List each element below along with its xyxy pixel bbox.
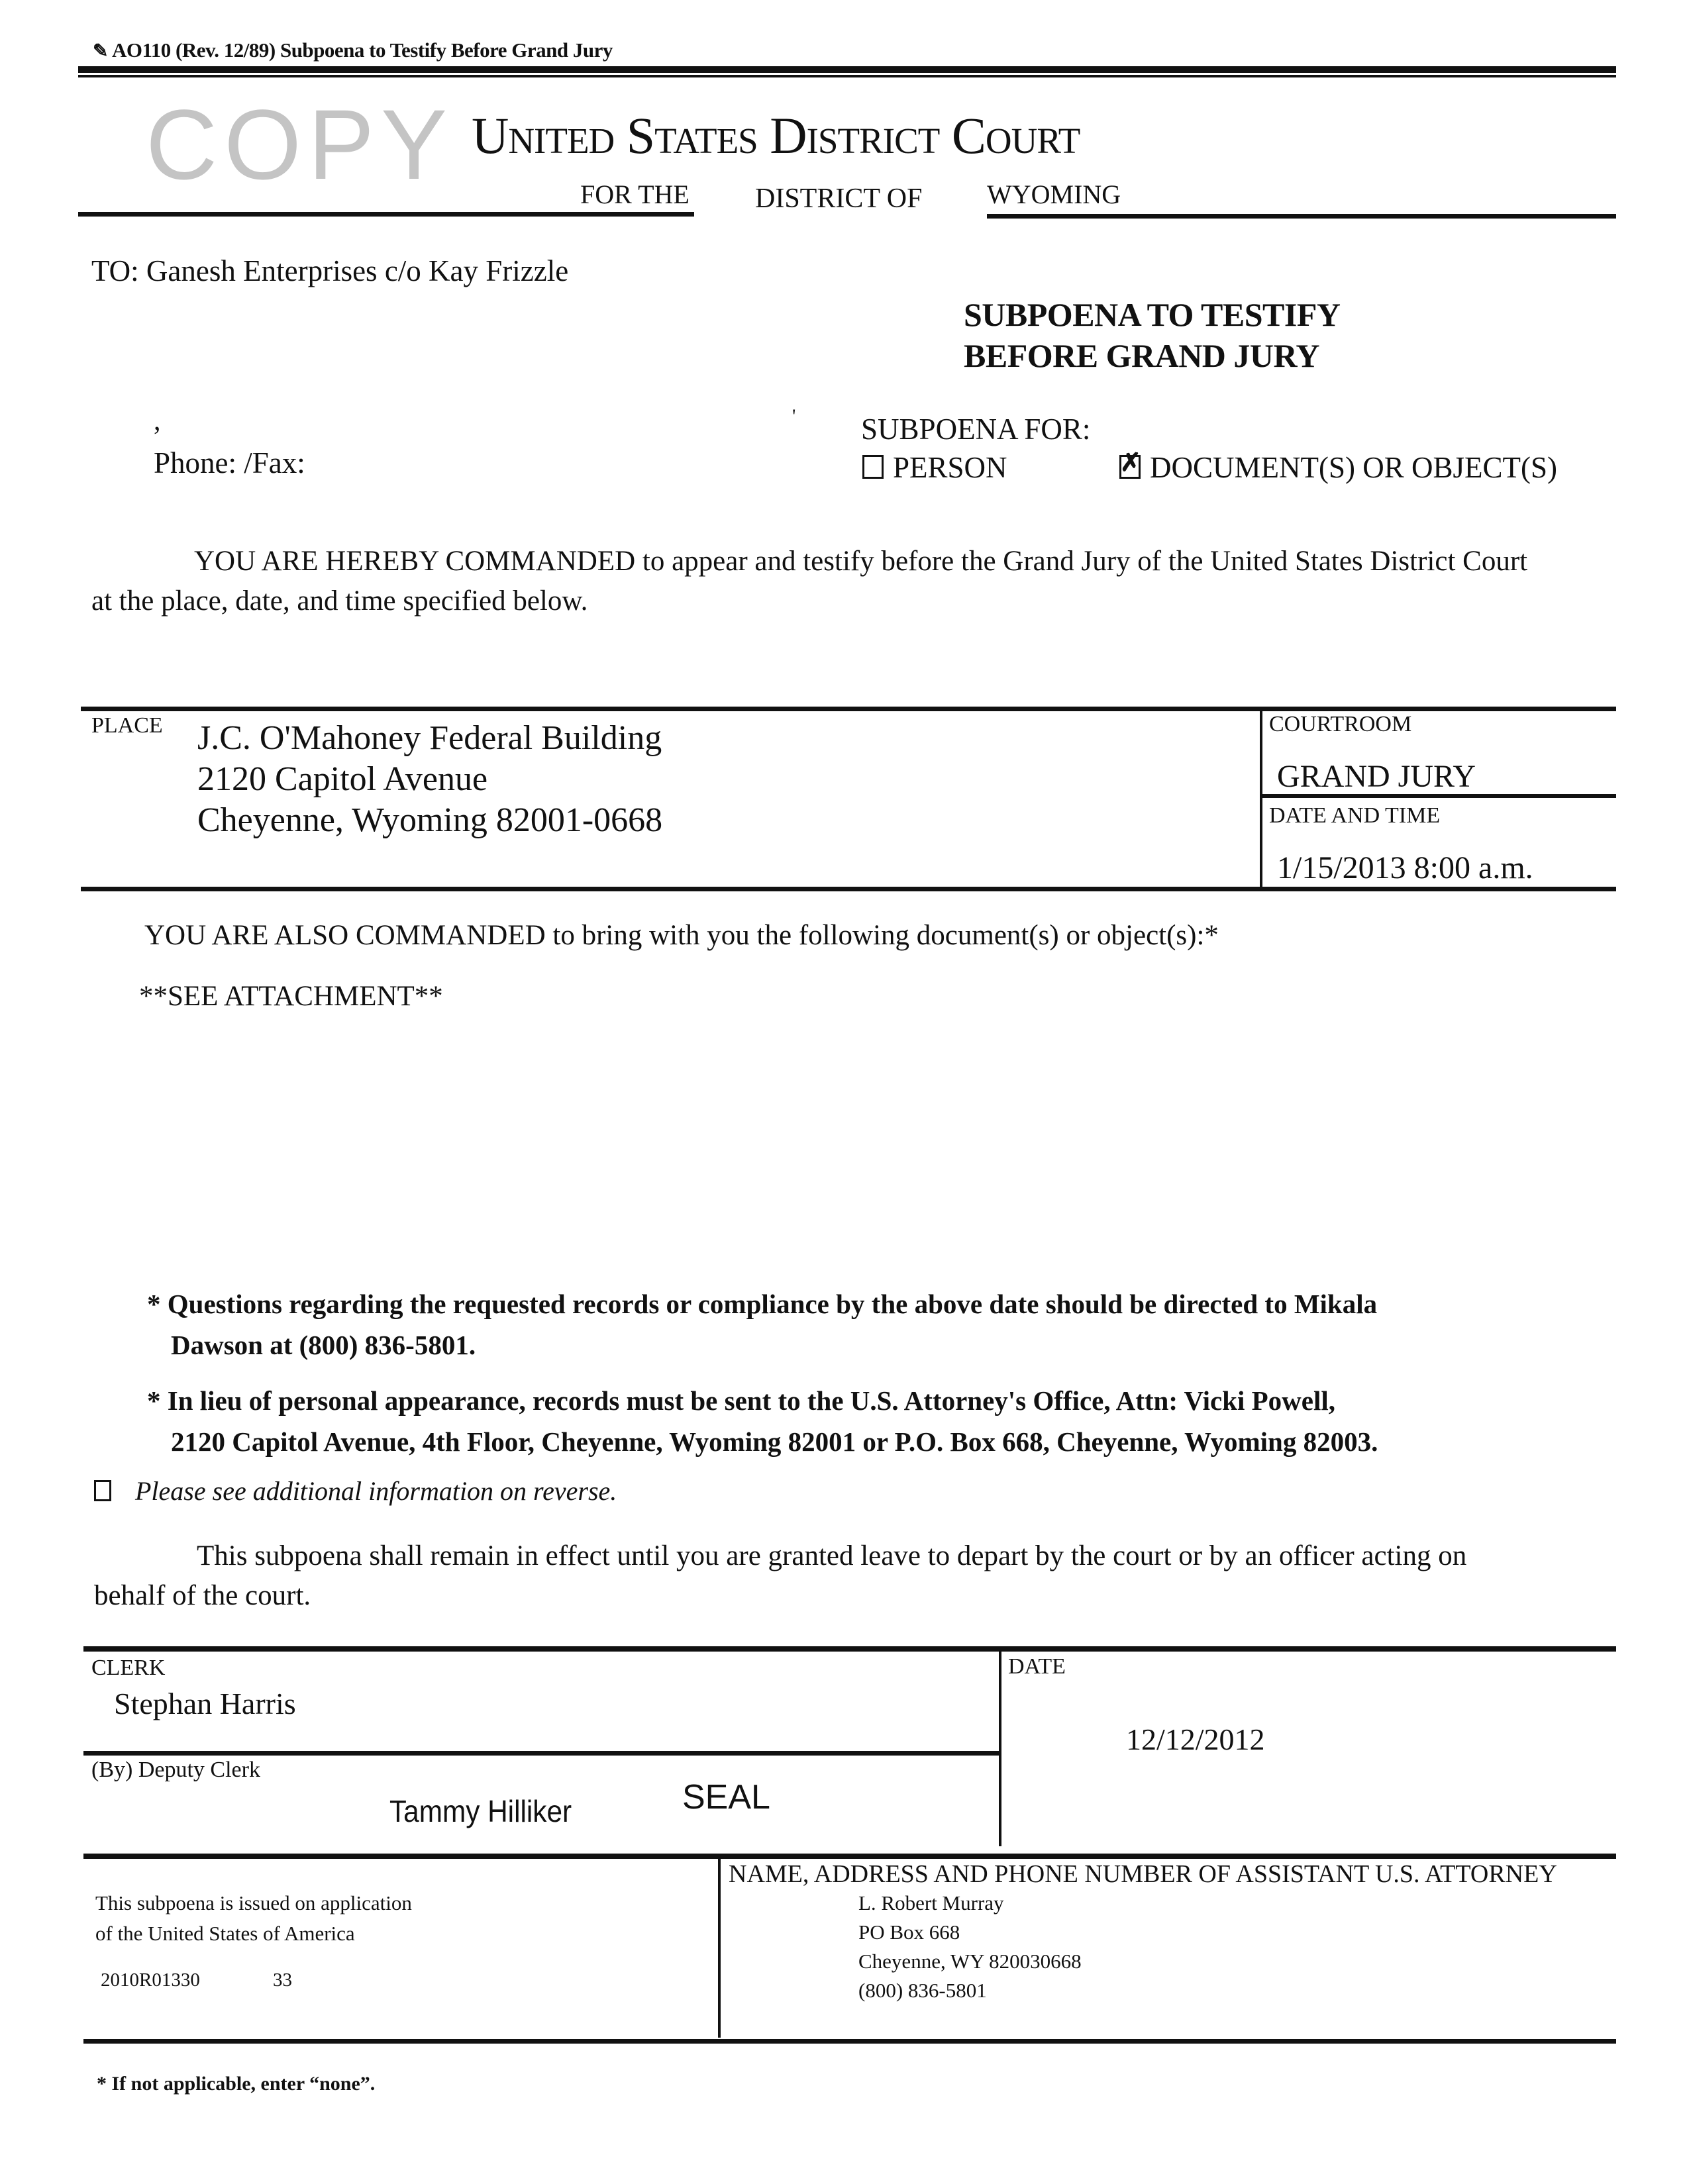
reverse-info[interactable] xyxy=(94,1475,617,1507)
effect-line2: behalf of the court. xyxy=(94,1580,311,1611)
effect-paragraph xyxy=(94,1536,1466,1616)
place-line-3: Cheyenne, Wyoming 82001-0668 xyxy=(197,801,663,839)
recipient-address-comma: , xyxy=(154,406,161,436)
header-top-rule-thin xyxy=(78,75,1616,77)
attorney-top-rule xyxy=(83,1854,1616,1859)
issue-date: 12/12/2012 xyxy=(1126,1722,1265,1756)
recipient-phone-fax: Phone: /Fax: xyxy=(154,446,305,479)
questions-line1: * Questions regarding the requested records or compliance by the above date should be directed to Mikala xyxy=(147,1289,1378,1319)
see-attachment: **SEE ATTACHMENT** xyxy=(139,981,443,1012)
command-line2: at the place, date, and time specified below. xyxy=(91,585,588,617)
deputy-rule xyxy=(83,1751,1000,1756)
recipient-to: TO: Ganesh Enterprises c/o Kay Frizzle xyxy=(91,254,569,287)
pen-icon: ✎ xyxy=(93,41,108,62)
form-id-line xyxy=(93,38,613,62)
reverse-info-label: Please see additional information on reverse. xyxy=(135,1476,617,1506)
option-person-label: PERSON xyxy=(893,451,1007,484)
option-documents[interactable] xyxy=(1119,450,1557,485)
attorney-divider xyxy=(718,1858,721,2038)
attorney-phone: (800) 836-5801 xyxy=(858,1979,987,2002)
attorney-address2: Cheyenne, WY 820030668 xyxy=(858,1950,1082,1973)
header-bottom-rule-left xyxy=(78,212,694,217)
option-person[interactable] xyxy=(862,450,1007,485)
clerk-label: CLERK xyxy=(91,1656,166,1680)
footnote: * If not applicable, enter “none”. xyxy=(97,2073,376,2095)
seal-stamp: SEAL xyxy=(682,1778,770,1816)
in-lieu-line2: 2120 Capitol Avenue, 4th Floor, Cheyenne, Wyoming 82001 or P.O. Box 668, Cheyenne, Wyoming 82003. xyxy=(171,1426,1378,1457)
place-line-2: 2120 Capitol Avenue xyxy=(197,760,488,798)
command-paragraph xyxy=(91,542,1527,621)
datetime-label: DATE AND TIME xyxy=(1269,803,1441,828)
person-checkbox[interactable] xyxy=(862,455,884,479)
questions-line2: Dawson at (800) 836-5801. xyxy=(171,1330,476,1360)
stray-mark: ' xyxy=(792,405,796,427)
subpoena-title-line1: SUBPOENA TO TESTIFY xyxy=(964,296,1341,333)
in-lieu-note xyxy=(147,1380,1378,1462)
district-of-label: DISTRICT OF xyxy=(755,183,923,214)
date-label: DATE xyxy=(1008,1654,1066,1679)
subpoena-for-label: SUBPOENA FOR: xyxy=(861,413,1091,446)
also-command: YOU ARE ALSO COMMANDED to bring with you the following document(s) or object(s):* xyxy=(144,920,1219,951)
attorney-name: L. Robert Murray xyxy=(858,1891,1004,1914)
courtroom-value: GRAND JURY xyxy=(1277,759,1476,794)
district-name: WYOMING xyxy=(987,179,1121,209)
effect-line1: This subpoena shall remain in effect until you are granted leave to depart by the court or by an officer acting on xyxy=(197,1540,1467,1571)
for-the-label: FOR THE xyxy=(580,179,690,209)
case-suffix: 33 xyxy=(273,1969,292,1991)
place-divider xyxy=(1260,710,1262,889)
datetime-value: 1/15/2013 8:00 a.m. xyxy=(1277,850,1533,885)
option-documents-label: DOCUMENT(S) OR OBJECT(S) xyxy=(1150,451,1558,484)
command-line1: YOU ARE HEREBY COMMANDED to appear and testify before the Grand Jury of the United States District Court xyxy=(194,546,1528,577)
issuance-line1: This subpoena is issued on application xyxy=(95,1891,412,1914)
place-top-rule xyxy=(81,707,1616,711)
header-top-rule xyxy=(78,66,1616,73)
subpoena-title-line2: BEFORE GRAND JURY xyxy=(964,337,1319,374)
header-bottom-rule-right xyxy=(987,214,1616,219)
attorney-address1: PO Box 668 xyxy=(858,1920,960,1944)
clerk-name: Stephan Harris xyxy=(114,1687,296,1720)
issuance-line2: of the United States of America xyxy=(95,1922,355,1945)
documents-checkbox[interactable] xyxy=(1119,455,1141,479)
place-line-1: J.C. O'Mahoney Federal Building xyxy=(197,719,662,757)
attorney-bottom-rule xyxy=(83,2039,1616,2044)
clerk-date-divider xyxy=(999,1650,1001,1846)
reverse-checkbox[interactable] xyxy=(94,1480,111,1501)
copy-watermark: COPY xyxy=(146,89,454,200)
case-number: 2010R01330 xyxy=(101,1969,200,1991)
in-lieu-line1: * In lieu of personal appearance, records must be sent to the U.S. Attorney's Office, Attn: Vicki Powell, xyxy=(147,1385,1335,1416)
courtroom-label: COURTROOM xyxy=(1269,712,1412,736)
questions-note xyxy=(147,1283,1377,1365)
deputy-clerk-name: Tammy Hilliker xyxy=(389,1794,572,1828)
place-label: PLACE xyxy=(91,713,163,738)
form-id-text: AO110 (Rev. 12/89) Subpoena to Testify Before Grand Jury xyxy=(111,38,613,62)
court-title: United States District Court xyxy=(472,107,1080,164)
attorney-heading: NAME, ADDRESS AND PHONE NUMBER OF ASSISTANT U.S. ATTORNEY xyxy=(729,1860,1557,1888)
clerk-top-rule xyxy=(83,1646,1616,1652)
place-bottom-rule xyxy=(81,887,1616,891)
deputy-clerk-label: (By) Deputy Clerk xyxy=(91,1758,260,1782)
